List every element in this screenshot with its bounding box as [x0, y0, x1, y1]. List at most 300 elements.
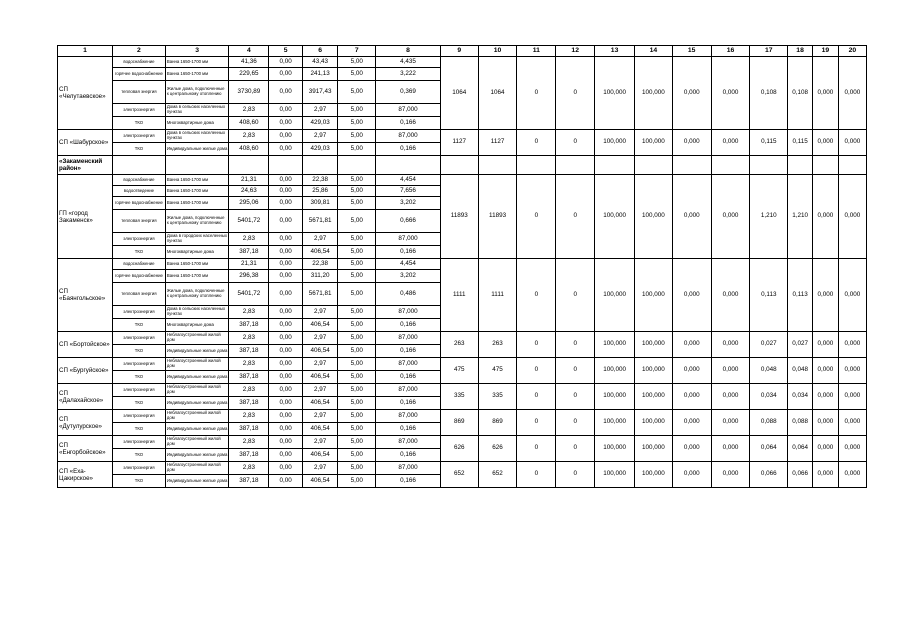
summary-cell: 11893: [440, 175, 478, 259]
summary-cell: 0,027: [750, 332, 788, 358]
summary-cell: 0,064: [750, 436, 788, 462]
summary-cell: 0: [556, 259, 595, 332]
summary-cell: 0: [556, 57, 595, 130]
empty-cell: [788, 156, 813, 175]
summary-cell: 0: [517, 130, 556, 156]
summary-cell: 0: [517, 57, 556, 130]
summary-cell: 0,088: [788, 410, 813, 436]
housing-description: Индивидуальные жилые дома: [165, 475, 229, 488]
value-cell: 5,00: [338, 233, 376, 246]
housing-description: Индивидуальные жилые дома: [165, 449, 229, 462]
value-cell: 0,00: [269, 436, 302, 449]
summary-cell: 0,115: [750, 130, 788, 156]
value-cell: 5,00: [338, 130, 376, 143]
value-cell: 429,03: [302, 143, 338, 156]
summary-cell: 0,108: [788, 57, 813, 130]
resource-type: ТКО: [113, 449, 166, 462]
summary-cell: 0,000: [711, 462, 750, 488]
table-row: [58, 462, 867, 475]
resource-type: электроэнергия: [113, 233, 166, 246]
header-row: [58, 46, 867, 57]
col-header: 11: [517, 46, 556, 57]
empty-cell: [440, 156, 478, 175]
summary-cell: 0: [517, 259, 556, 332]
value-cell: 2,97: [302, 104, 338, 117]
value-cell: 0,00: [269, 332, 302, 345]
value-cell: 5,00: [338, 410, 376, 423]
value-cell: 7,656: [376, 186, 441, 197]
summary-cell: 0,000: [812, 259, 838, 332]
value-cell: 0,00: [269, 81, 302, 104]
resource-type: ТКО: [113, 397, 166, 410]
value-cell: 5,00: [338, 306, 376, 319]
summary-cell: 0,113: [750, 259, 788, 332]
summary-cell: 100,000: [635, 57, 673, 130]
summary-cell: 0,088: [750, 410, 788, 436]
value-cell: 5,00: [338, 68, 376, 81]
value-cell: 2,97: [302, 130, 338, 143]
settlement-name: СП «Бортойское»: [58, 332, 113, 358]
value-cell: 21,31: [229, 259, 269, 270]
table-row: [58, 410, 867, 423]
value-cell: 387,18: [229, 475, 269, 488]
value-cell: 0,166: [376, 449, 441, 462]
col-header: 15: [672, 46, 711, 57]
summary-cell: 335: [478, 384, 517, 410]
resource-type: водоотведение: [113, 186, 166, 197]
col-header: 6: [302, 46, 338, 57]
settlement-name: СП «Баянгольское»: [58, 259, 113, 332]
value-cell: 0,00: [269, 475, 302, 488]
summary-cell: 11893: [478, 175, 517, 259]
region-title: «Закаменский район»: [58, 156, 113, 175]
value-cell: 21,31: [229, 175, 269, 186]
resource-type: горячее водоснабжение: [113, 68, 166, 81]
summary-cell: 0,000: [812, 175, 838, 259]
value-cell: 0,00: [269, 57, 302, 68]
resource-type: электроэнергия: [113, 332, 166, 345]
summary-cell: 0,000: [812, 57, 838, 130]
resource-type: ТКО: [113, 371, 166, 384]
value-cell: 2,83: [229, 358, 269, 371]
value-cell: 3,202: [376, 197, 441, 210]
summary-cell: 100,000: [635, 332, 673, 358]
summary-cell: 652: [440, 462, 478, 488]
value-cell: 2,97: [302, 233, 338, 246]
value-cell: 0,00: [269, 270, 302, 283]
table-row: [58, 332, 867, 345]
housing-description: Индивидуальные жилые дома: [165, 143, 229, 156]
summary-cell: 0,000: [711, 410, 750, 436]
summary-cell: 100,000: [595, 175, 635, 259]
table-row: [58, 384, 867, 397]
housing-description: Ванна 1650-1700 мм: [165, 68, 229, 81]
value-cell: 0,166: [376, 397, 441, 410]
value-cell: 3730,89: [229, 81, 269, 104]
value-cell: 406,54: [302, 423, 338, 436]
summary-cell: 100,000: [635, 410, 673, 436]
value-cell: 5,00: [338, 332, 376, 345]
value-cell: 2,97: [302, 462, 338, 475]
value-cell: 5,00: [338, 259, 376, 270]
housing-description: Ванна 1650-1700 мм: [165, 57, 229, 68]
value-cell: 5671,81: [302, 210, 338, 233]
value-cell: 4,435: [376, 57, 441, 68]
value-cell: 5,00: [338, 358, 376, 371]
value-cell: 3,202: [376, 270, 441, 283]
summary-cell: 0,000: [812, 130, 838, 156]
summary-cell: 0,113: [788, 259, 813, 332]
value-cell: 387,18: [229, 371, 269, 384]
resource-type: электроэнергия: [113, 306, 166, 319]
col-header: 7: [338, 46, 376, 57]
resource-type: водоснабжение: [113, 57, 166, 68]
value-cell: 0,166: [376, 345, 441, 358]
value-cell: 0,00: [269, 358, 302, 371]
summary-cell: 335: [440, 384, 478, 410]
value-cell: 0,166: [376, 423, 441, 436]
summary-cell: 475: [478, 358, 517, 384]
value-cell: 5,00: [338, 197, 376, 210]
value-cell: 87,000: [376, 332, 441, 345]
resource-type: горячее водоснабжение: [113, 270, 166, 283]
value-cell: 0,00: [269, 233, 302, 246]
summary-cell: 0: [556, 175, 595, 259]
summary-cell: 0,000: [672, 384, 711, 410]
value-cell: 2,83: [229, 436, 269, 449]
summary-cell: 626: [478, 436, 517, 462]
summary-cell: 0,000: [711, 358, 750, 384]
summary-cell: 0,000: [812, 462, 838, 488]
value-cell: 0,166: [376, 475, 441, 488]
col-header: 8: [376, 46, 441, 57]
value-cell: 387,18: [229, 246, 269, 259]
value-cell: 22,38: [302, 175, 338, 186]
summary-cell: 869: [478, 410, 517, 436]
resource-type: электроэнергия: [113, 104, 166, 117]
summary-cell: 0: [517, 384, 556, 410]
value-cell: 2,97: [302, 436, 338, 449]
table-row: [58, 130, 867, 143]
value-cell: 408,60: [229, 143, 269, 156]
value-cell: 0,00: [269, 371, 302, 384]
col-header: 20: [838, 46, 866, 57]
empty-cell: [478, 156, 517, 175]
housing-description: Неблагоустроенный жилой дом: [165, 436, 229, 449]
housing-description: Неблагоустроенный жилой дом: [165, 384, 229, 397]
summary-cell: 1127: [440, 130, 478, 156]
summary-cell: 263: [440, 332, 478, 358]
value-cell: 2,97: [302, 358, 338, 371]
tariff-table-page: [57, 45, 867, 488]
value-cell: 0,00: [269, 68, 302, 81]
summary-cell: 100,000: [595, 57, 635, 130]
col-header: 2: [113, 46, 166, 57]
value-cell: 2,83: [229, 462, 269, 475]
value-cell: 0,00: [269, 449, 302, 462]
summary-cell: 0,000: [838, 436, 866, 462]
col-header: 10: [478, 46, 517, 57]
col-header: 9: [440, 46, 478, 57]
value-cell: 0,00: [269, 319, 302, 332]
summary-cell: 0,000: [838, 384, 866, 410]
summary-cell: 1064: [440, 57, 478, 130]
summary-cell: 0,000: [812, 332, 838, 358]
summary-cell: 475: [440, 358, 478, 384]
summary-cell: 0,000: [838, 332, 866, 358]
value-cell: 309,81: [302, 197, 338, 210]
empty-cell: [595, 156, 635, 175]
value-cell: 387,18: [229, 319, 269, 332]
summary-cell: 0,000: [812, 436, 838, 462]
summary-cell: 100,000: [595, 358, 635, 384]
summary-cell: 1,210: [788, 175, 813, 259]
summary-cell: 100,000: [635, 358, 673, 384]
value-cell: 387,18: [229, 345, 269, 358]
value-cell: 5,00: [338, 117, 376, 130]
value-cell: 0,00: [269, 130, 302, 143]
resource-type: водоснабжение: [113, 259, 166, 270]
value-cell: 5,00: [338, 186, 376, 197]
empty-cell: [672, 156, 711, 175]
value-cell: 2,97: [302, 306, 338, 319]
summary-cell: 263: [478, 332, 517, 358]
summary-cell: 0: [517, 436, 556, 462]
value-cell: 5,00: [338, 436, 376, 449]
value-cell: 87,000: [376, 436, 441, 449]
summary-cell: 0,000: [711, 332, 750, 358]
summary-cell: 0,000: [812, 384, 838, 410]
resource-type: ТКО: [113, 319, 166, 332]
value-cell: 5401,72: [229, 283, 269, 306]
summary-cell: 652: [478, 462, 517, 488]
housing-description: Ванна 1650-1700 мм: [165, 270, 229, 283]
empty-cell: [302, 156, 338, 175]
summary-cell: 0,064: [788, 436, 813, 462]
value-cell: 5,00: [338, 345, 376, 358]
value-cell: 387,18: [229, 449, 269, 462]
housing-description: Ванна 1650-1700 мм: [165, 197, 229, 210]
housing-description: Ванна 1650-1700 мм: [165, 175, 229, 186]
col-header: 16: [711, 46, 750, 57]
value-cell: 0,00: [269, 246, 302, 259]
resource-type: ТКО: [113, 246, 166, 259]
resource-type: тепловая энергия: [113, 283, 166, 306]
value-cell: 5,00: [338, 57, 376, 68]
summary-cell: 100,000: [595, 462, 635, 488]
summary-cell: 100,000: [635, 130, 673, 156]
value-cell: 5,00: [338, 143, 376, 156]
value-cell: 87,000: [376, 358, 441, 371]
value-cell: 4,454: [376, 175, 441, 186]
value-cell: 406,54: [302, 475, 338, 488]
resource-type: электроэнергия: [113, 436, 166, 449]
value-cell: 0,00: [269, 410, 302, 423]
resource-type: тепловая энергия: [113, 210, 166, 233]
value-cell: 0,00: [269, 104, 302, 117]
summary-cell: 0,000: [711, 175, 750, 259]
value-cell: 0,166: [376, 371, 441, 384]
summary-cell: 0,000: [838, 410, 866, 436]
empty-cell: [269, 156, 302, 175]
table-row: [58, 57, 867, 68]
value-cell: 2,83: [229, 233, 269, 246]
settlement-name: ГП «город Закаменск»: [58, 175, 113, 259]
summary-cell: 100,000: [595, 259, 635, 332]
summary-cell: 0,048: [750, 358, 788, 384]
value-cell: 3,222: [376, 68, 441, 81]
settlement-name: СП «Бургуйское»: [58, 358, 113, 384]
summary-cell: 100,000: [635, 436, 673, 462]
settlement-name: СП «Дутулурское»: [58, 410, 113, 436]
value-cell: 0,00: [269, 186, 302, 197]
summary-cell: 0,000: [672, 57, 711, 130]
value-cell: 87,000: [376, 410, 441, 423]
value-cell: 0,00: [269, 345, 302, 358]
value-cell: 4,454: [376, 259, 441, 270]
summary-cell: 100,000: [595, 436, 635, 462]
summary-cell: 0,000: [711, 384, 750, 410]
empty-cell: [376, 156, 441, 175]
table-row: [58, 358, 867, 371]
value-cell: 406,54: [302, 371, 338, 384]
summary-cell: 0,000: [838, 462, 866, 488]
col-header: 17: [750, 46, 788, 57]
value-cell: 0,00: [269, 423, 302, 436]
value-cell: 87,000: [376, 462, 441, 475]
summary-cell: 0,066: [788, 462, 813, 488]
value-cell: 24,63: [229, 186, 269, 197]
value-cell: 5,00: [338, 449, 376, 462]
settlement-name: СП «Челутаевское»: [58, 57, 113, 130]
value-cell: 41,36: [229, 57, 269, 68]
summary-cell: 0: [556, 410, 595, 436]
value-cell: 5,00: [338, 104, 376, 117]
housing-description: Дома в сельских населенных пунктах: [165, 306, 229, 319]
table-body: [58, 46, 867, 488]
resource-type: горячее водоснабжение: [113, 197, 166, 210]
housing-description: Неблагоустроенный жилой дом: [165, 358, 229, 371]
resource-type: ТКО: [113, 475, 166, 488]
summary-cell: 0,066: [750, 462, 788, 488]
summary-cell: 0,000: [838, 259, 866, 332]
summary-cell: 0,000: [672, 332, 711, 358]
value-cell: 408,60: [229, 117, 269, 130]
value-cell: 2,97: [302, 410, 338, 423]
housing-description: Жилые дома, подключенные к центральному отоплению: [165, 283, 229, 306]
resource-type: водоснабжение: [113, 175, 166, 186]
value-cell: 5,00: [338, 475, 376, 488]
value-cell: 406,54: [302, 449, 338, 462]
summary-cell: 0,000: [711, 57, 750, 130]
summary-cell: 0,115: [788, 130, 813, 156]
summary-cell: 0: [556, 130, 595, 156]
summary-cell: 0,000: [838, 175, 866, 259]
settlement-name: СП «Далахайское»: [58, 384, 113, 410]
value-cell: 229,65: [229, 68, 269, 81]
summary-cell: 626: [440, 436, 478, 462]
value-cell: 296,38: [229, 270, 269, 283]
value-cell: 0,00: [269, 117, 302, 130]
housing-description: Индивидуальные жилые дома: [165, 423, 229, 436]
summary-cell: 0,034: [788, 384, 813, 410]
value-cell: 0,00: [269, 259, 302, 270]
value-cell: 2,83: [229, 306, 269, 319]
housing-description: Многоквартирные дома: [165, 117, 229, 130]
empty-cell: [711, 156, 750, 175]
summary-cell: 0,000: [812, 410, 838, 436]
value-cell: 2,97: [302, 332, 338, 345]
value-cell: 2,83: [229, 130, 269, 143]
summary-cell: 100,000: [595, 384, 635, 410]
value-cell: 3917,43: [302, 81, 338, 104]
summary-cell: 0,000: [672, 259, 711, 332]
housing-description: Неблагоустроенный жилой дом: [165, 410, 229, 423]
value-cell: 2,83: [229, 384, 269, 397]
resource-type: электроэнергия: [113, 410, 166, 423]
summary-cell: 0,000: [838, 358, 866, 384]
housing-description: Индивидуальные жилые дома: [165, 345, 229, 358]
summary-cell: 0: [517, 462, 556, 488]
summary-cell: 0: [556, 462, 595, 488]
tariff-table: [57, 45, 867, 488]
value-cell: 87,000: [376, 233, 441, 246]
summary-cell: 0,000: [672, 462, 711, 488]
summary-cell: 0,000: [711, 436, 750, 462]
value-cell: 22,38: [302, 259, 338, 270]
summary-cell: 0: [556, 332, 595, 358]
value-cell: 429,03: [302, 117, 338, 130]
summary-cell: 100,000: [635, 462, 673, 488]
housing-description: Многоквартирные дома: [165, 246, 229, 259]
housing-description: Многоквартирные дома: [165, 319, 229, 332]
value-cell: 0,00: [269, 384, 302, 397]
resource-type: ТКО: [113, 117, 166, 130]
resource-type: ТКО: [113, 423, 166, 436]
summary-cell: 0,108: [750, 57, 788, 130]
value-cell: 406,54: [302, 345, 338, 358]
value-cell: 43,43: [302, 57, 338, 68]
housing-description: Ванна 1650-1700 мм: [165, 259, 229, 270]
table-row: [58, 436, 867, 449]
summary-cell: 0,048: [788, 358, 813, 384]
housing-description: Дома в городских населенных пунктах: [165, 233, 229, 246]
housing-description: Жилые дома, подключенные к центральному отоплению: [165, 81, 229, 104]
summary-cell: 1,210: [750, 175, 788, 259]
empty-cell: [338, 156, 376, 175]
value-cell: 2,83: [229, 104, 269, 117]
resource-type: электроэнергия: [113, 462, 166, 475]
housing-description: Неблагоустроенный жилой дом: [165, 332, 229, 345]
value-cell: 87,000: [376, 104, 441, 117]
value-cell: 5,00: [338, 462, 376, 475]
col-header: 1: [58, 46, 113, 57]
value-cell: 0,00: [269, 143, 302, 156]
value-cell: 0,166: [376, 319, 441, 332]
value-cell: 5,00: [338, 270, 376, 283]
summary-cell: 0: [556, 436, 595, 462]
empty-cell: [229, 156, 269, 175]
col-header: 18: [788, 46, 813, 57]
empty-cell: [165, 156, 229, 175]
value-cell: 0,00: [269, 462, 302, 475]
summary-cell: 1127: [478, 130, 517, 156]
summary-cell: 0,000: [672, 436, 711, 462]
empty-cell: [113, 156, 166, 175]
value-cell: 5,00: [338, 319, 376, 332]
value-cell: 241,13: [302, 68, 338, 81]
housing-description: Жилые дома, подключенные к центральному отоплению: [165, 210, 229, 233]
